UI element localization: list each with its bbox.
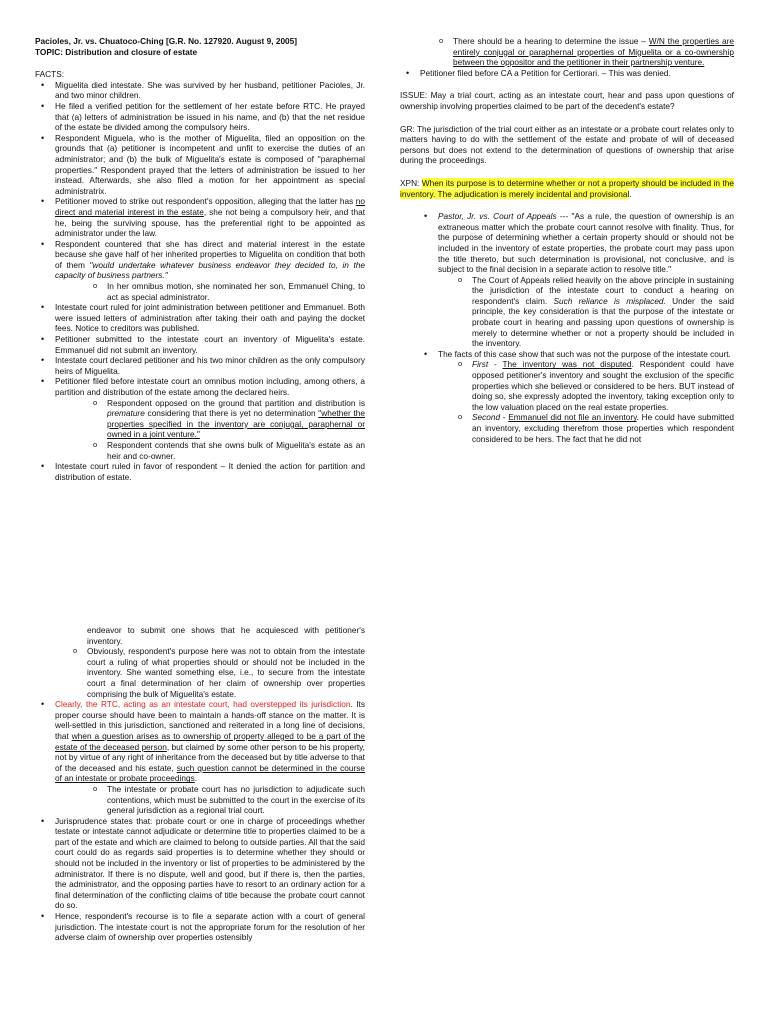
list-item: • He filed a verified petition for the settlement of her estate before RTC. He prayed that (a) letters of administration be issued in his name, and (b) that the net residue of the estate be divided among the compulsory heirs. — [35, 101, 365, 133]
list-item: • The facts of this case show that such was not the purpose of the intestate court. o First - The inventory was not disputed. Respondent could have opposed petitioner's inventory and sought the exclusion of the specific properties which she believed or considered to be hers. BUT instead of doing so, she expressly adopted the inventory, taking exception only to the low valuation placed on the real estate properties. o Second - Emmanuel did not file an inventory. He could have submitted an inventory, excluding therefrom those properties which respondent considered to be hers. The fact that he did not — [418, 349, 734, 444]
list-item: • Intestate court ruled for joint administration between petitioner and Emmanuel. Both were issued letters of administration after taking their oath and paying the docket fees. Notice to creditors was published. — [35, 302, 365, 334]
list-item: • Hence, respondent's recourse is to file a separate action with a court of general jurisdiction. The intestate court is not the appropriate forum for the resolution of her adverse claim of ownership over properties ostensibly — [35, 911, 365, 943]
case-citation: Pastor, Jr. vs. Court of Appeals — [438, 211, 557, 222]
sub-list-item: o First - The inventory was not disputed. Respondent could have opposed petitioner's inventory and sought the exclusion of the specific properties which she believed or considered to be hers. BUT instead of doing so, she expressly adopted the inventory, taking exception only to the low valuation placed on the real estate properties. — [454, 359, 734, 412]
sub-list — [454, 359, 734, 444]
exception: XPN: When its purpose is to determine whether or not a property should be included in the inventory. The adjudication is merely incidental and provisional. — [400, 177, 734, 199]
sub-list-item: o There should be a hearing to determine the issue – W/N the properties are entirely conjugal or paraphernal properties of Miguelita or a co-ownership between the oppositor and the petitioner in their partnership venture. — [435, 36, 734, 68]
list-item: • Jurisprudence states that: probate court or one in charge of proceedings whether testate or intestate cannot adjudicate or determine title to properties claimed to be a part of the estate and which are claimed to belong to outside parties. All that the said court could do as regards said properties is to determine whether they should or should not be included in the inventory or list of properties to be administered by the administrator. If there is no dispute, well and good, but if there is, then the parties, the administrator, and the opposing parties have to resort to an ordinary action for a final determination of the conflicting claims of title because the probate court cannot do so. — [35, 816, 365, 911]
list-item: • Petitioner submitted to the intestate court an inventory of Miguelita's estate. Emmanuel did not submit an inventory. — [35, 334, 365, 355]
sub-list-item: o The Court of Appeals relied heavily on the above principle in sustaining the jurisdiction of the intestate court to conduct a hearing on respondent's claim. Such reliance is misplaced. Under the said principle, the key consideration is that the purpose of the intestate or probate court in hearing and passing upon questions of ownership is merely to determine whether or not a property should be included in the inventory. — [454, 275, 734, 349]
sub-list-item: o Obviously, respondent's purpose here was not to obtain from the intestate court a ruling of what properties should or should not be included in the inventory. She wanted something else, i.e., to secure from the intestate court a final determination of her claim of ownership over properties comprising the bulk of Miguelita's estate. — [69, 646, 365, 699]
red-text: Clearly, the RTC, acting as an intestate court, had overstepped its jurisdiction — [55, 699, 351, 710]
underlined-phrase: W/N the properties are entirely conjugal or paraphernal properties of Miguelita or a co-ownership between the oppositor and the petitioner in their partnership venture. — [453, 36, 734, 68]
left-column — [35, 36, 365, 482]
sub-list — [89, 281, 365, 302]
sub-list-item: o In her omnibus motion, she nominated her son, Emmanuel Ching, to act as special administrator. — [89, 281, 365, 302]
sub-list-item: o Second - Emmanuel did not file an inventory. He could have submitted an inventory, excluding therefrom those properties which respondent considered to be hers. The fact that he did not — [454, 412, 734, 444]
case-title: Pacioles, Jr. vs. Chuatoco-Ching [G.R. No. 127920. August 9, 2005] — [35, 36, 298, 46]
underlined-phrase: when a question arises as to ownership of property alleged to be a part of the estate of the deceased person — [55, 730, 365, 752]
sub-list-item: o The intestate or probate court has no jurisdiction to adjudicate such contentions, which must be submitted to the court in the exercise of its general jurisdiction as a regional trial court. — [89, 784, 365, 816]
sub-list — [69, 646, 365, 699]
continued-text: endeavor to submit one shows that he acquiesced with petitioner's inventory. — [87, 625, 365, 646]
general-rule: GR: The jurisdiction of the trial court either as an intestate or a probate court relates only to matters having to do with the settlement of the estate and probate of will of deceased persons but does not extend to the determination of questions of ownership that arise during the proceedings. — [400, 123, 734, 166]
list-item: • Petitioner moved to strike out respondent's opposition, alleging that the latter has no direct and material interest in the estate, she not being a compulsory heir, and that he, being the surviving spouse, has the preferential right to be appointed as administrator under the law. — [35, 196, 365, 238]
list-item: • Petitioner filed before CA a Petition for Certiorari. – This was denied. — [400, 68, 734, 79]
facts-label: FACTS: — [35, 69, 65, 80]
bullet-list — [35, 699, 365, 943]
page2-left-column — [35, 625, 365, 943]
underlined-phrase: Emmanuel did not file an inventory — [508, 412, 637, 423]
underlined-phrase: The inventory was not disputed — [502, 359, 632, 370]
underlined-phrase: "whether the properties specified in the inventory are conjugal, paraphernal or owned in a joint venture." — [107, 408, 365, 440]
sub-list-item: o Respondent opposed on the ground that partition and distribution is premature considering that there is yet no determination "whether the properties specified in the inventory are conjugal, paraphernal or owned in a joint venture." — [89, 398, 365, 440]
quoted-condition: "would undertake whatever business endeavor they decided to, in the capacity of business partners." — [55, 259, 365, 281]
ruling-list — [418, 211, 734, 444]
list-item: • Miguelita died intestate. She was survived by her husband, petitioner Pacioles, Jr. and two minor children. — [35, 80, 365, 101]
underlined-phrase: no direct and material interest in the estate — [55, 196, 365, 217]
list-item: • Clearly, the RTC, acting as an intestate court, had overstepped its jurisdiction. Its proper course should have been to maintain a hands-off stance on the matter. It is well-settled in this jurisdiction, sanctioned and reiterated in a long line of decisions, that when a question arises as to ownership of property alleged to be a part of the estate of the deceased person, but claimed by some other person to be his property, not by virtue of any right of inheritance from the deceased but by title adverse to that of the deceased and his estate, such question cannot be determined in the course of an intestate or probate proceedings. o The intestate or probate court has no jurisdiction to adjudicate such contentions, which must be submitted to the court in the exercise of its general jurisdiction as a regional trial court. — [35, 699, 365, 816]
sub-list — [454, 275, 734, 349]
list-item: • Respondent countered that she has direct and material interest in the estate because she gave half of her inherited properties to Miguelita on condition that both of them "would undertake whatever business endeavor they decided to, in the capacity of business partners." o In her omnibus motion, she nominated her son, Emmanuel Ching, to act as special administrator. — [35, 239, 365, 303]
sub-list-item: o Respondent contends that she owns bulk of Miguelita's estate as an heir and co-owner. — [89, 440, 365, 461]
list-item: • Petitioner filed before intestate court an omnibus motion including, among others, a partition and distribution of the estate among the declared heirs. o Respondent opposed on the ground that partition and distribution is premature considering that there is yet no determination "whether the properties specified in the inventory are conjugal, paraphernal or owned in a joint venture." o Respondent contends that she owns bulk of Miguelita's estate as an heir and co-owner. — [35, 376, 365, 461]
facts-list — [35, 80, 365, 483]
right-column — [400, 36, 734, 444]
sub-list — [89, 398, 365, 462]
list-item: • Intestate court ruled in favor of respondent – It denied the action for partition and distribution of estate. — [35, 461, 365, 482]
underlined-phrase: such question cannot be determined in the course of an intestate or probate proceedings — [55, 762, 365, 784]
issue: ISSUE: May a trial court, acting as an intestate court, hear and pass upon questions of ownership involving properties claimed to be part of the decedent's estate? — [400, 90, 734, 111]
sub-list — [89, 784, 365, 816]
list-item: • Respondent Miguela, who is the mother of Miguelita, filed an opposition on the grounds that (a) petitioner is incompetent and unfit to exercise the duties of an administrator; and (b) the bulk of Miguelita's estate is composed of "paraphernal properties." Respondent prayed that the letters of administration be issued to her instead. Afterwards, she also filed a motion for her appointment as special administratrix. — [35, 133, 365, 197]
topic: TOPIC: Distribution and closure of estate — [35, 46, 198, 57]
highlighted-text: When its purpose is to determine whether or not a property should be included in the inventory. The adjudication is merely incidental and provisional — [400, 177, 734, 199]
list-item: • Pastor, Jr. vs. Court of Appeals --- "As a rule, the question of ownership is an extraneous matter which the probate court cannot resolve with finality. Thus, for the purpose of determining whether a certain property should or should not be included in the inventory of estate properties, the probate court may pass upon the title thereto, but such determination is provisional, not conclusive, and is subject to the final decision in a separate action to resolve title." o The Court of Appeals relied heavily on the above principle in sustaining the jurisdiction of the intestate court to conduct a hearing on respondent's claim. Such reliance is misplaced. Under the said principle, the key consideration is that the purpose of the intestate or probate court in hearing and passing upon questions of ownership is merely to determine whether or not a property should be included in the inventory. — [418, 211, 734, 349]
list-item: • Intestate court declared petitioner and his two minor children as the only compulsory heirs of Miguelita. — [35, 355, 365, 376]
bullet-list — [400, 68, 734, 79]
sub-list — [435, 36, 734, 68]
